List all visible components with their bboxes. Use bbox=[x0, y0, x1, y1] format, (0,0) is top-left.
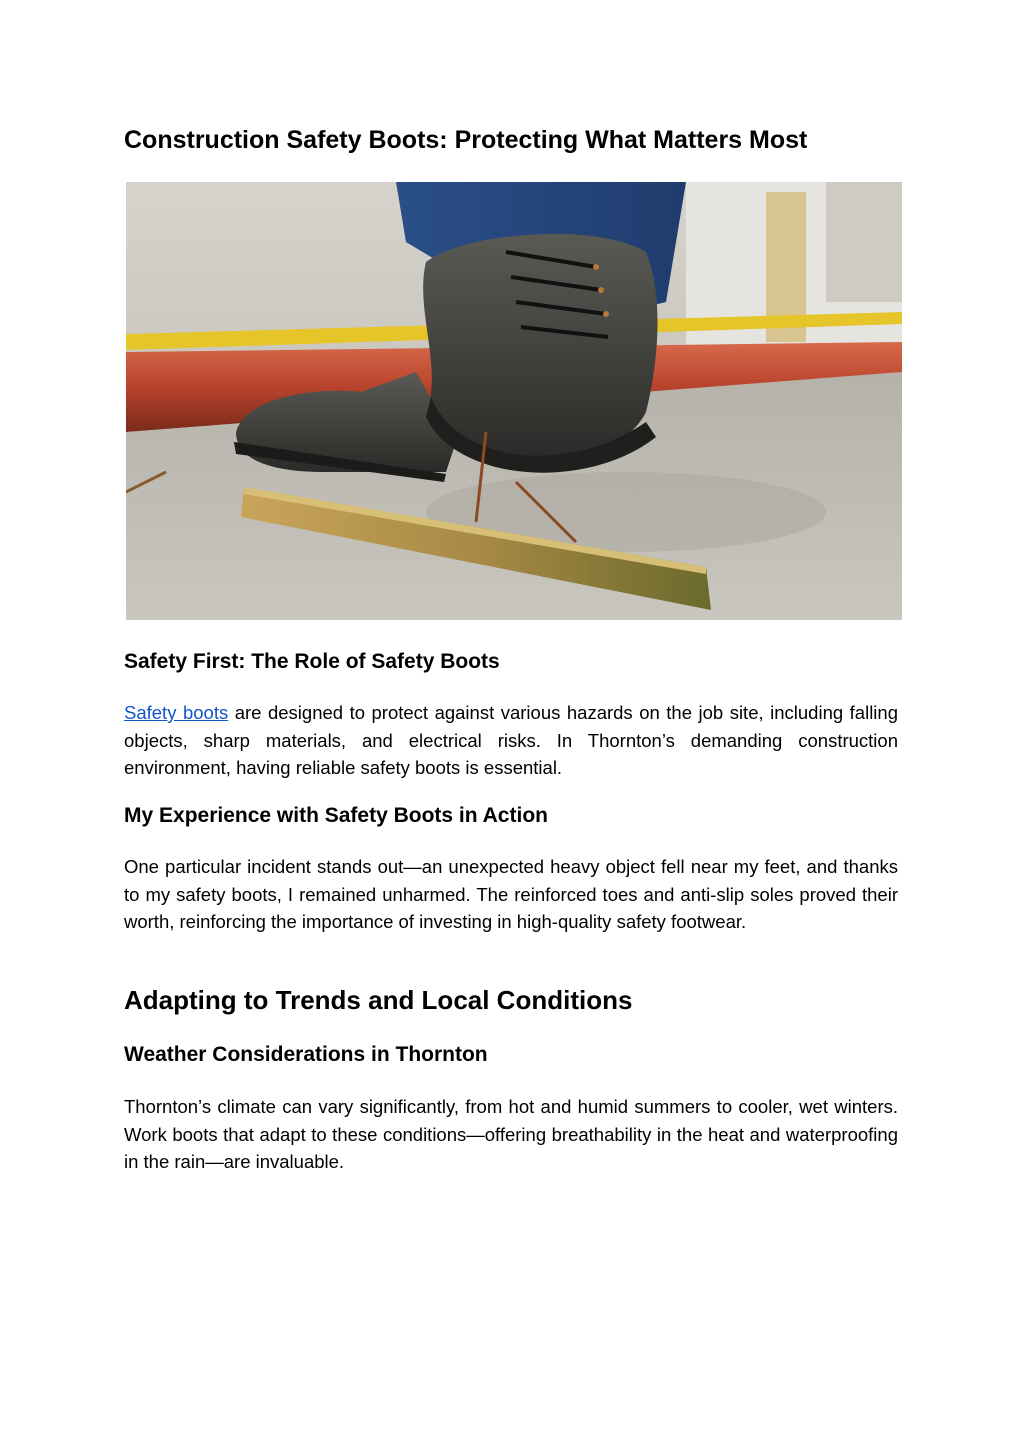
hero-image bbox=[126, 182, 902, 620]
safety-boots-link[interactable]: Safety boots bbox=[124, 702, 229, 723]
section-heading-weather: Weather Considerations in Thornton bbox=[124, 1043, 488, 1066]
section-heading-trends: Adapting to Trends and Local Conditions bbox=[124, 985, 633, 1015]
section-heading-safety-first: Safety First: The Role of Safety Boots bbox=[124, 650, 500, 673]
paragraph-safety-first bbox=[124, 699, 898, 782]
paragraph-safety-first-text: are designed to protect against various hazards on the job site, including falling objects, sharp materials, and electrical risks. In Thornton’s demanding construction environment, having reliable safety boots is essential. bbox=[124, 702, 898, 778]
section-heading-experience: My Experience with Safety Boots in Action bbox=[124, 804, 548, 827]
paragraph-weather: Thornton’s climate can vary significantly, from hot and humid summers to cooler, wet winters. Work boots that adapt to these conditions—offering breathability in the heat and waterproofing in the rain—are invaluable. bbox=[124, 1096, 898, 1172]
safety-boot-photo bbox=[126, 182, 902, 620]
page-title: Construction Safety Boots: Protecting What Matters Most bbox=[124, 126, 808, 154]
paragraph-experience: One particular incident stands out—an unexpected heavy object fell near my feet, and thanks to my safety boots, I remained unharmed. The reinforced toes and anti-slip soles proved their worth, reinforcing the importance of investing in high-quality safety footwear. bbox=[124, 856, 898, 932]
